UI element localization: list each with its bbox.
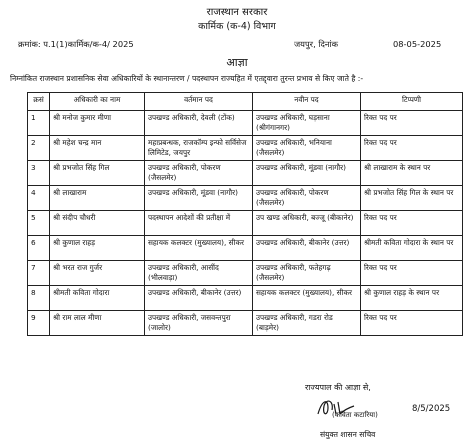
remark-cell: रिक्त पद पर: [361, 136, 463, 161]
current-post-cell: उपखण्ड अधिकारी, आसींद (भीलवाड़ा): [145, 261, 253, 286]
current-post-cell: उपखण्ड अधिकारी, देवली (टोंक): [145, 111, 253, 136]
current-post-cell: सहायक कलक्टर (मुख्यालय), सीकर: [145, 236, 253, 261]
order-date: 08-05-2025: [393, 39, 442, 49]
column-header-serial: क्रसं: [28, 93, 50, 111]
new-post-cell: उपखण्ड अधिकारी, फतेहगढ़ (जैसलमेर): [253, 261, 361, 286]
table-row: [28, 311, 463, 336]
table-row: [28, 111, 463, 136]
officer-name-cell: श्री राम लाल मीणा: [50, 311, 145, 336]
signatory-name: (कविता कटारिया): [332, 411, 378, 419]
new-post-cell: उपखण्ड अधिकारी, घड़साना (श्रीगंगानगर): [253, 111, 361, 136]
column-header-new-post: नवीन पद: [253, 93, 361, 111]
current-post-cell: उपखण्ड अधिकारी, जसवन्तपुरा (जालोर): [145, 311, 253, 336]
table-row: [28, 261, 463, 286]
remark-cell: रिक्त पद पर: [361, 261, 463, 286]
serial-cell: 1: [28, 111, 50, 136]
signatory-title: संयुक्त शासन सचिव: [320, 430, 376, 439]
new-post-cell: उपखण्ड अधिकारी, भनियाना (जैसलमेर): [253, 136, 361, 161]
table-row: [28, 236, 463, 261]
table-row: [28, 186, 463, 211]
officer-name-cell: श्री संदीप चौधरी: [50, 211, 145, 236]
table-body: [28, 111, 463, 336]
serial-cell: 8: [28, 286, 50, 311]
new-post-cell: सहायक कलक्टर (मुख्यालय), सीकर: [253, 286, 361, 311]
officer-name-cell: श्रीमती कविता गोदारा: [50, 286, 145, 311]
remark-cell: श्रीमती कविता गोदारा के स्थान पर: [361, 236, 463, 261]
new-post-cell: उपखण्ड अधिकारी, पोकरण (जैसलमेर): [253, 186, 361, 211]
officer-name-cell: श्री महेश चन्द्र मान: [50, 136, 145, 161]
table-header-row: [28, 93, 463, 111]
serial-cell: 9: [28, 311, 50, 336]
new-post-cell: उपखण्ड अधिकारी, बीकानेर (उत्तर): [253, 236, 361, 261]
serial-cell: 2: [28, 136, 50, 161]
table-row: [28, 211, 463, 236]
current-post-cell: उपखण्ड अधिकारी, बीकानेर (उत्तर): [145, 286, 253, 311]
current-post-cell: महाप्रबन्धक, राजकॉम्प इन्फो सर्विसेज लिमिटेड, जयपुर: [145, 136, 253, 161]
reference-number: प.1(1)कार्मिक/क-4/ 2025: [43, 39, 134, 49]
reference-label: क्रमांक:: [18, 39, 41, 49]
column-header-officer-name: अधिकारी का नाम: [50, 93, 145, 111]
current-post-cell: उपखण्ड अधिकारी, मूंडवा (नागौर): [145, 186, 253, 211]
closing-line: राज्यपाल की आज्ञा से,: [305, 383, 371, 392]
column-header-remark: टिप्पणी: [361, 93, 463, 111]
table-row: [28, 136, 463, 161]
remark-cell: रिक्त पद पर: [361, 211, 463, 236]
officer-name-cell: श्री प्रभजोत सिंह गिल: [50, 161, 145, 186]
column-header-current-post: वर्तमान पद: [145, 93, 253, 111]
intro-text: निम्नांकित राजस्थान प्रशासनिक सेवा अधिकारियों के स्थानान्तरण / पदस्थापन राज्यहित में एतद्द्वारा तुरन्त प्रभाव से किए जाते है :-: [10, 74, 364, 83]
department-name: कार्मिक (क-4) विभाग: [198, 21, 276, 32]
current-post-cell: उपखण्ड अधिकारी, पोकरण (जैसलमेर): [145, 161, 253, 186]
remark-cell: श्री कुणाल राहड़ के स्थान पर: [361, 286, 463, 311]
government-name: राजस्थान सरकार: [206, 7, 268, 18]
serial-cell: 3: [28, 161, 50, 186]
reference-line: [18, 39, 134, 50]
officer-name-cell: श्री लाखाराम: [50, 186, 145, 211]
new-post-cell: उपखण्ड अधिकारी, गडरा रोड (बाड़मेर): [253, 311, 361, 336]
new-post-cell: उप खण्ड अधिकारी, बज्जू (बीकानेर): [253, 211, 361, 236]
remark-cell: रिक्त पद पर: [361, 111, 463, 136]
remark-cell: श्री लाखाराम के स्थान पर: [361, 161, 463, 186]
officer-name-cell: श्री भरत राज गुर्जर: [50, 261, 145, 286]
place-label: जयपुर, दिनांक: [294, 39, 339, 49]
current-post-cell: पदस्थापन आदेशों की प्रतीक्षा में: [145, 211, 253, 236]
officer-name-cell: श्री कुणाल राहड़: [50, 236, 145, 261]
handwritten-date: 8/5/2025: [412, 404, 451, 414]
table-row: [28, 286, 463, 311]
transfer-table: [27, 92, 463, 336]
order-title: आज्ञा: [226, 56, 248, 69]
table-row: [28, 161, 463, 186]
serial-cell: 7: [28, 261, 50, 286]
serial-cell: 5: [28, 211, 50, 236]
remark-cell: श्री प्रभजोत सिंह गिल के स्थान पर: [361, 186, 463, 211]
officer-name-cell: श्री मनोज कुमार मीणा: [50, 111, 145, 136]
new-post-cell: उपखण्ड अधिकारी, मूंडवा (नागौर): [253, 161, 361, 186]
remark-cell: रिक्त पद पर: [361, 311, 463, 336]
serial-cell: 6: [28, 236, 50, 261]
serial-cell: 4: [28, 186, 50, 211]
